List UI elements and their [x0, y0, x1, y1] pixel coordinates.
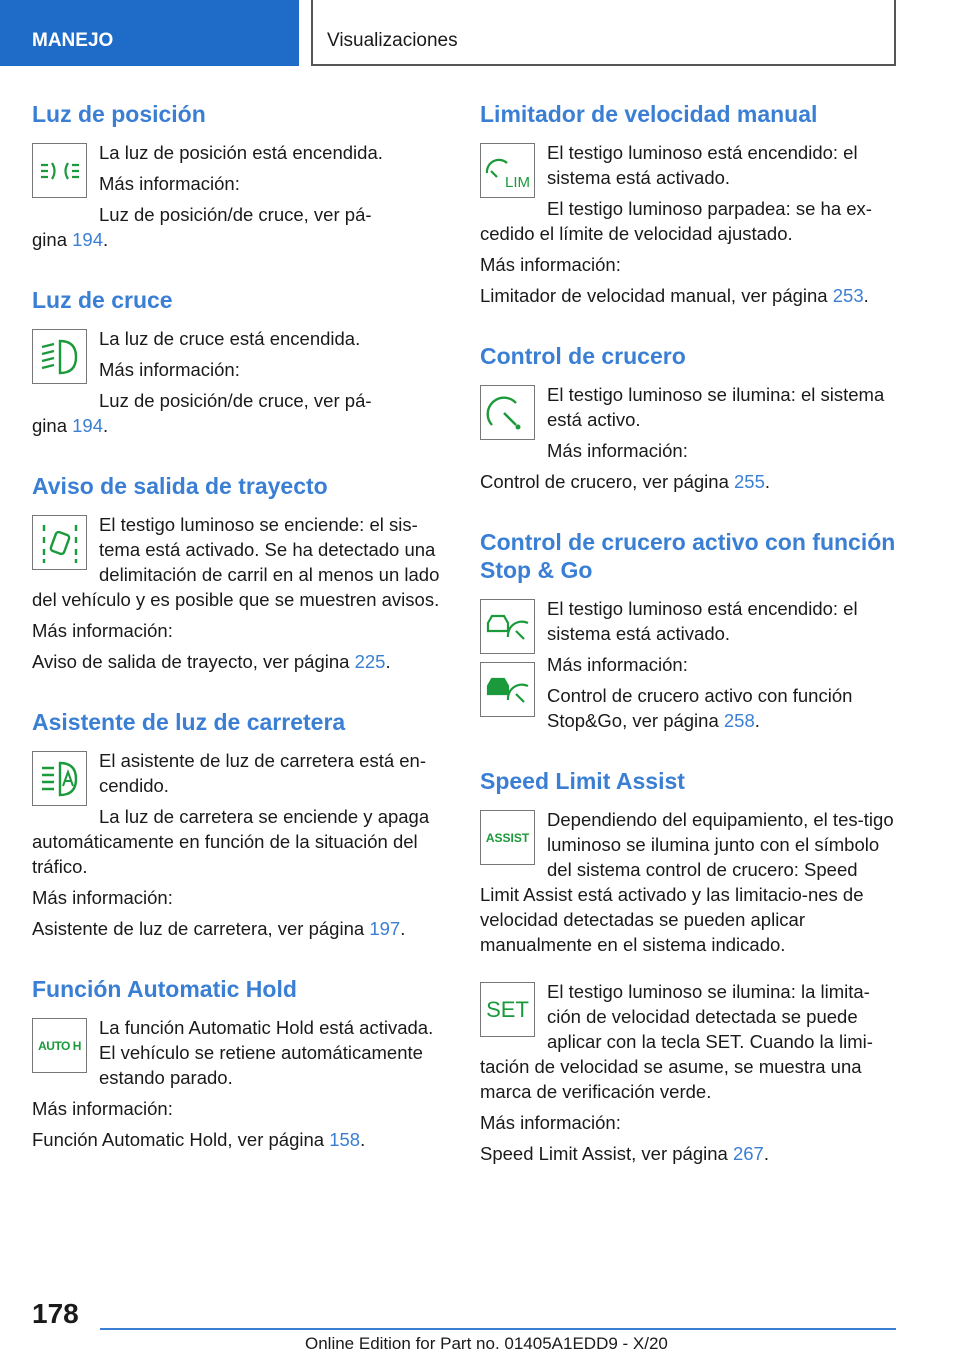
- page-link-267[interactable]: 267: [732, 1143, 764, 1164]
- text-speed-limit-set: El testigo luminoso se ilumina: la limita-ción de velocidad detectada se puede aplicar con la tecla SET. Cuando la limi-tación de velocidad se asume, se muestra una marca de verificación verde.: [480, 981, 873, 1102]
- position-light-icon: [32, 143, 87, 198]
- high-beam-assist-icon: [32, 751, 87, 806]
- page-header: [0, 0, 960, 66]
- active-cruise-icons: [480, 596, 535, 717]
- auto-hold-icon-text: AUTO H: [38, 1038, 81, 1053]
- text-low-beam: La luz de cruce está encendida.: [99, 328, 361, 349]
- lane-departure-icon: [32, 515, 87, 570]
- right-column: [480, 100, 896, 1200]
- ref-low-beam: Luz de posición/de cruce, ver pá- gina 194.: [32, 390, 372, 436]
- more-info-label: Más información:: [32, 620, 173, 641]
- footer-edition: Online Edition for Part no. 01405A1EDD9 - X/20: [305, 1334, 668, 1353]
- active-cruise-icon: [480, 599, 535, 654]
- heading-cruise-control: Control de crucero: [480, 343, 686, 369]
- assist-icon: [480, 810, 535, 865]
- section-speed-limiter: [480, 100, 896, 314]
- more-info-label: Más información:: [99, 173, 240, 194]
- page-number: 178: [32, 1298, 79, 1329]
- page-link-194[interactable]: 194: [72, 229, 103, 250]
- more-info-label: Más información:: [32, 887, 173, 908]
- section-speed-limit-assist: [480, 767, 896, 1172]
- page-link-197[interactable]: 197: [369, 918, 401, 939]
- text-active-cruise: El testigo luminoso está encendido: el sistema está activado.: [547, 598, 858, 644]
- page-link-194[interactable]: 194: [72, 415, 103, 436]
- chapter-tab: MANEJO: [0, 0, 299, 66]
- page-link-158[interactable]: 158: [329, 1129, 361, 1150]
- text-speed-limiter-2: El testigo luminoso parpadea: se ha ex-cedido el límite de velocidad ajustado.: [480, 198, 872, 244]
- heading-low-beam: Luz de cruce: [32, 287, 173, 313]
- more-info-label: Más información:: [480, 254, 621, 275]
- text-high-beam-assist-2: La luz de carretera se enciende y apaga automáticamente en función de la situación del tráfico.: [32, 806, 430, 877]
- section-high-beam-assist: [32, 708, 448, 947]
- section-auto-hold: [32, 975, 448, 1158]
- page-link-253[interactable]: 253: [832, 285, 864, 306]
- text-speed-limit-assist: Dependiendo del equipamiento, el tes-tigo luminoso se ilumina junto con el símbolo del sistema control de crucero: Speed Limit Assist está activado y las limitacio-nes de velocidad detectadas se pueden aplicar manualmente en el sistema indicado.: [480, 809, 894, 955]
- more-info-label: Más información:: [480, 1112, 621, 1133]
- section-title: Visualizaciones: [311, 0, 896, 66]
- section-low-beam: [32, 286, 448, 444]
- heading-position-light: Luz de posición: [32, 101, 206, 127]
- text-lane-departure: El testigo luminoso se enciende: el sis-tema está activado. Se ha detectado una delimitación de carril en al menos un lado del vehículo y es posible que se muestren avisos.: [32, 514, 440, 610]
- heading-lane-departure: Aviso de salida de trayecto: [32, 473, 328, 499]
- ref-lane-departure: Aviso de salida de trayecto, ver página 225.: [32, 651, 391, 672]
- page-link-255[interactable]: 255: [734, 471, 765, 492]
- more-info-label: Más información:: [547, 654, 688, 675]
- active-cruise-vehicle-icon: [480, 662, 535, 717]
- speed-limiter-icon: [480, 143, 535, 198]
- set-icon-text: SET: [486, 996, 529, 1022]
- speed-limiter-icon-text: LIM: [504, 173, 530, 191]
- section-cruise-control: [480, 342, 896, 500]
- heading-auto-hold: Función Automatic Hold: [32, 976, 297, 1002]
- text-high-beam-assist: El asistente de luz de carretera está en-cendido.: [99, 750, 427, 796]
- text-cruise-control: El testigo luminoso se ilumina: el sistema está activo.: [547, 384, 885, 430]
- ref-active-cruise: Control de crucero activo con función Stop&Go, ver página 258.: [547, 685, 853, 731]
- heading-speed-limit-assist: Speed Limit Assist: [480, 768, 685, 794]
- ref-high-beam-assist: Asistente de luz de carretera, ver página 197.: [32, 918, 406, 939]
- assist-icon-text: ASSIST: [485, 830, 530, 845]
- section-position-light: [32, 100, 448, 258]
- low-beam-icon: [32, 329, 87, 384]
- cruise-control-icon: [480, 385, 535, 440]
- ref-speed-limiter: Limitador de velocidad manual, ver página 253.: [480, 285, 869, 306]
- ref-auto-hold: Función Automatic Hold, ver página 158.: [32, 1129, 366, 1150]
- heading-high-beam-assist: Asistente de luz de carretera: [32, 709, 346, 735]
- page-link-258[interactable]: 258: [723, 710, 755, 731]
- footer-divider: [100, 1328, 896, 1330]
- left-column: [32, 100, 448, 1186]
- set-icon: [480, 982, 535, 1037]
- ref-cruise-control: Control de crucero, ver página 255.: [480, 471, 771, 492]
- more-info-label: Más información:: [547, 440, 688, 461]
- text-speed-limiter: El testigo luminoso está encendido: el sistema está activado.: [547, 142, 858, 188]
- ref-speed-limit-assist: Speed Limit Assist, ver página 267.: [480, 1143, 769, 1164]
- text-auto-hold: La función Automatic Hold está activada. El vehículo se retiene automáticamente estando parado.: [99, 1017, 434, 1088]
- heading-speed-limiter: Limitador de velocidad manual: [480, 101, 818, 127]
- section-active-cruise: [480, 528, 896, 739]
- more-info-label: Más información:: [32, 1098, 173, 1119]
- page-link-225[interactable]: 225: [354, 651, 386, 672]
- heading-active-cruise: Control de crucero activo con función Stop & Go: [480, 529, 896, 583]
- more-info-label: Más información:: [99, 359, 240, 380]
- section-lane-departure: [32, 472, 448, 680]
- auto-hold-icon: [32, 1018, 87, 1073]
- ref-position-light: Luz de posición/de cruce, ver pá- gina 194.: [32, 204, 372, 250]
- text-position-light: La luz de posición está encendida.: [99, 142, 383, 163]
